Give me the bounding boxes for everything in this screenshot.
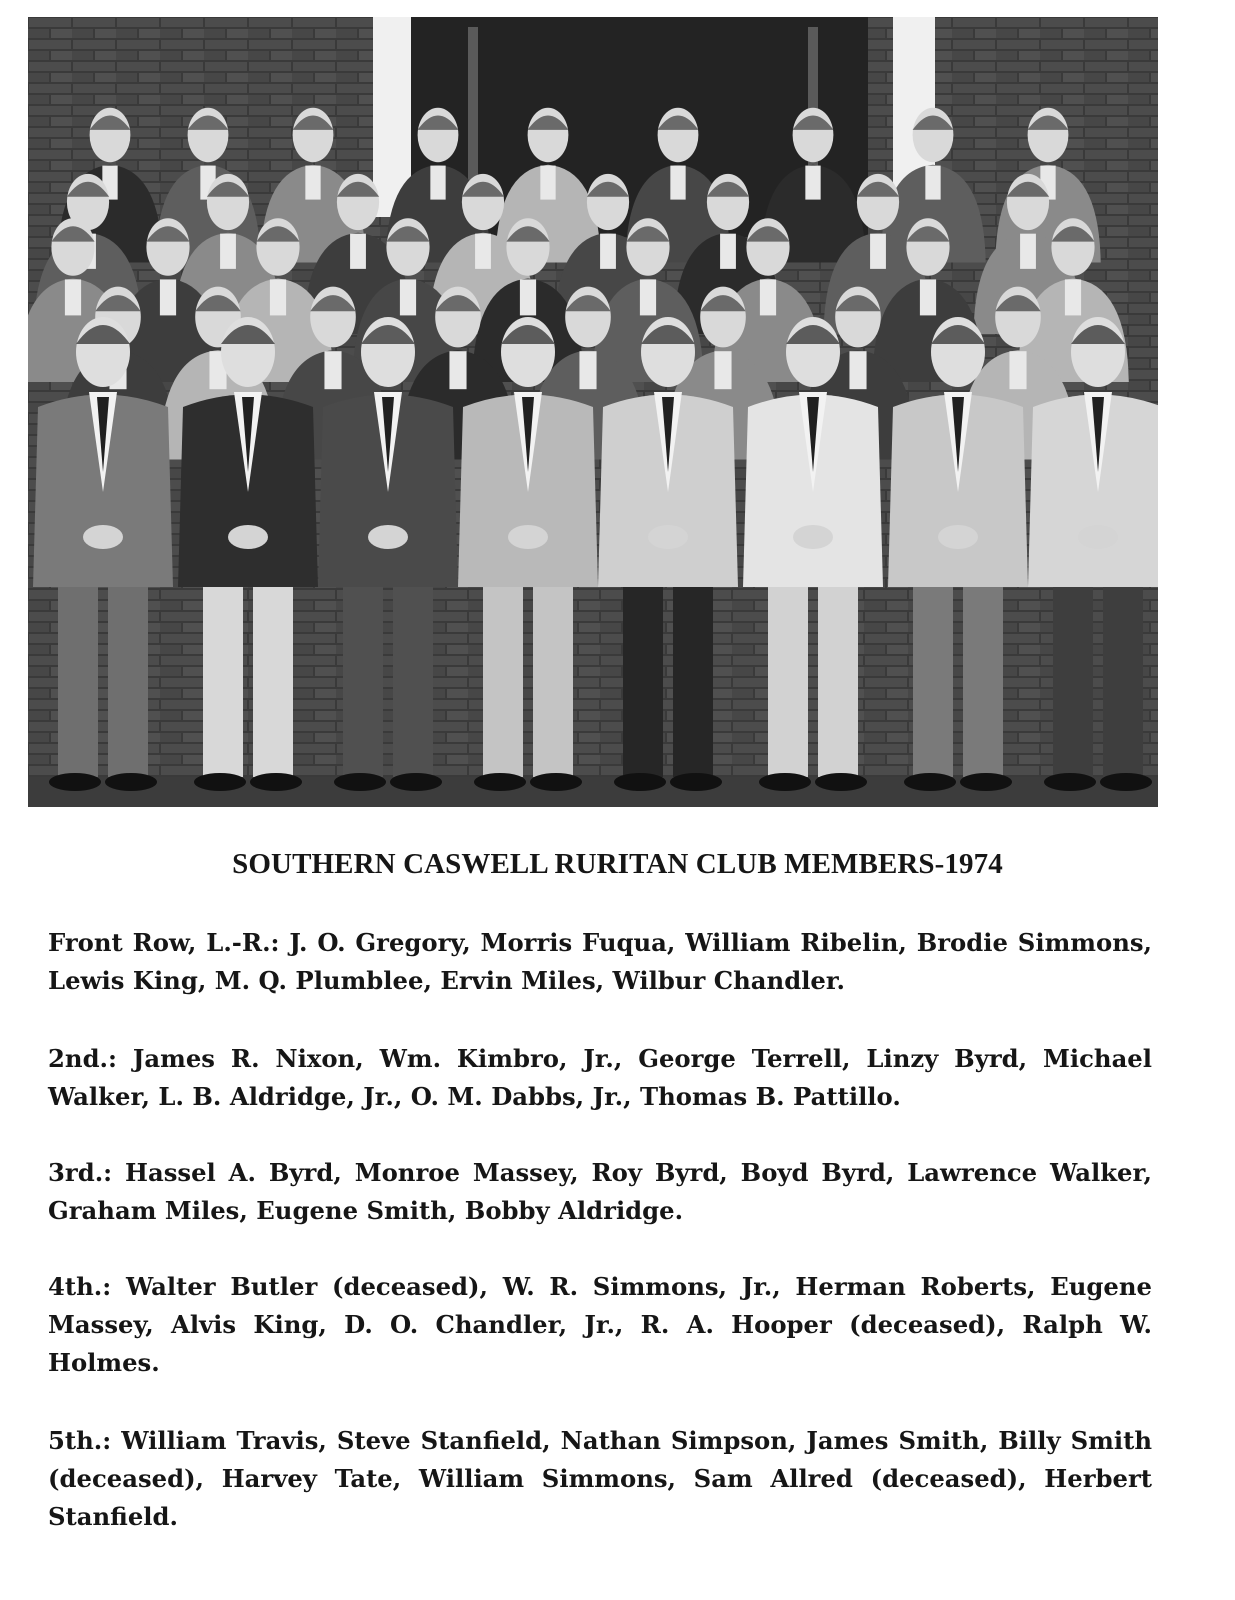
row-front [48,924,1152,1000]
row-label: 5th.: [48,1426,112,1455]
row-label: 3rd.: [48,1158,113,1187]
row-fifth [48,1422,1152,1536]
row-label: 2nd.: [48,1044,117,1073]
row-second [48,1040,1152,1116]
row-names: Walter Butler (deceased), W. R. Simmons, Jr., Herman Roberts, Eugene Massey, Alvis King, D. O. Chandler, Jr., R. A. Hooper (deceased), Ralph W. Holmes. [48,1272,1152,1377]
row-third [48,1154,1152,1230]
row-names: Hassel A. Byrd, Monroe Massey, Roy Byrd, Boyd Byrd, Lawrence Walker, Graham Miles, Eugene Smith, Bobby Aldridge. [48,1158,1152,1225]
row-label: Front Row, L.-R.: [48,928,280,957]
row-label: 4th.: [48,1272,112,1301]
row-names: James R. Nixon, Wm. Kimbro, Jr., George Terrell, Linzy Byrd, Michael Walker, L. B. Aldridge, Jr., O. M. Dabbs, Jr., Thomas B. Pattillo. [48,1044,1152,1111]
row-names: J. O. Gregory, Morris Fuqua, William Ribelin, Brodie Simmons, Lewis King, M. Q. Plumblee, Ervin Miles, Wilbur Chandler. [48,928,1152,995]
group-photo-icon [28,17,1158,807]
caption-title: SOUTHERN CASWELL RURITAN CLUB MEMBERS-1974 [232,848,1003,880]
row-fourth [48,1268,1152,1382]
row-names: William Travis, Steve Stanfield, Nathan Simpson, James Smith, Billy Smith (deceased), Harvey Tate, William Simmons, Sam Allred (deceased), Herbert Stanfield. [48,1426,1152,1531]
group-photo [28,17,1158,807]
